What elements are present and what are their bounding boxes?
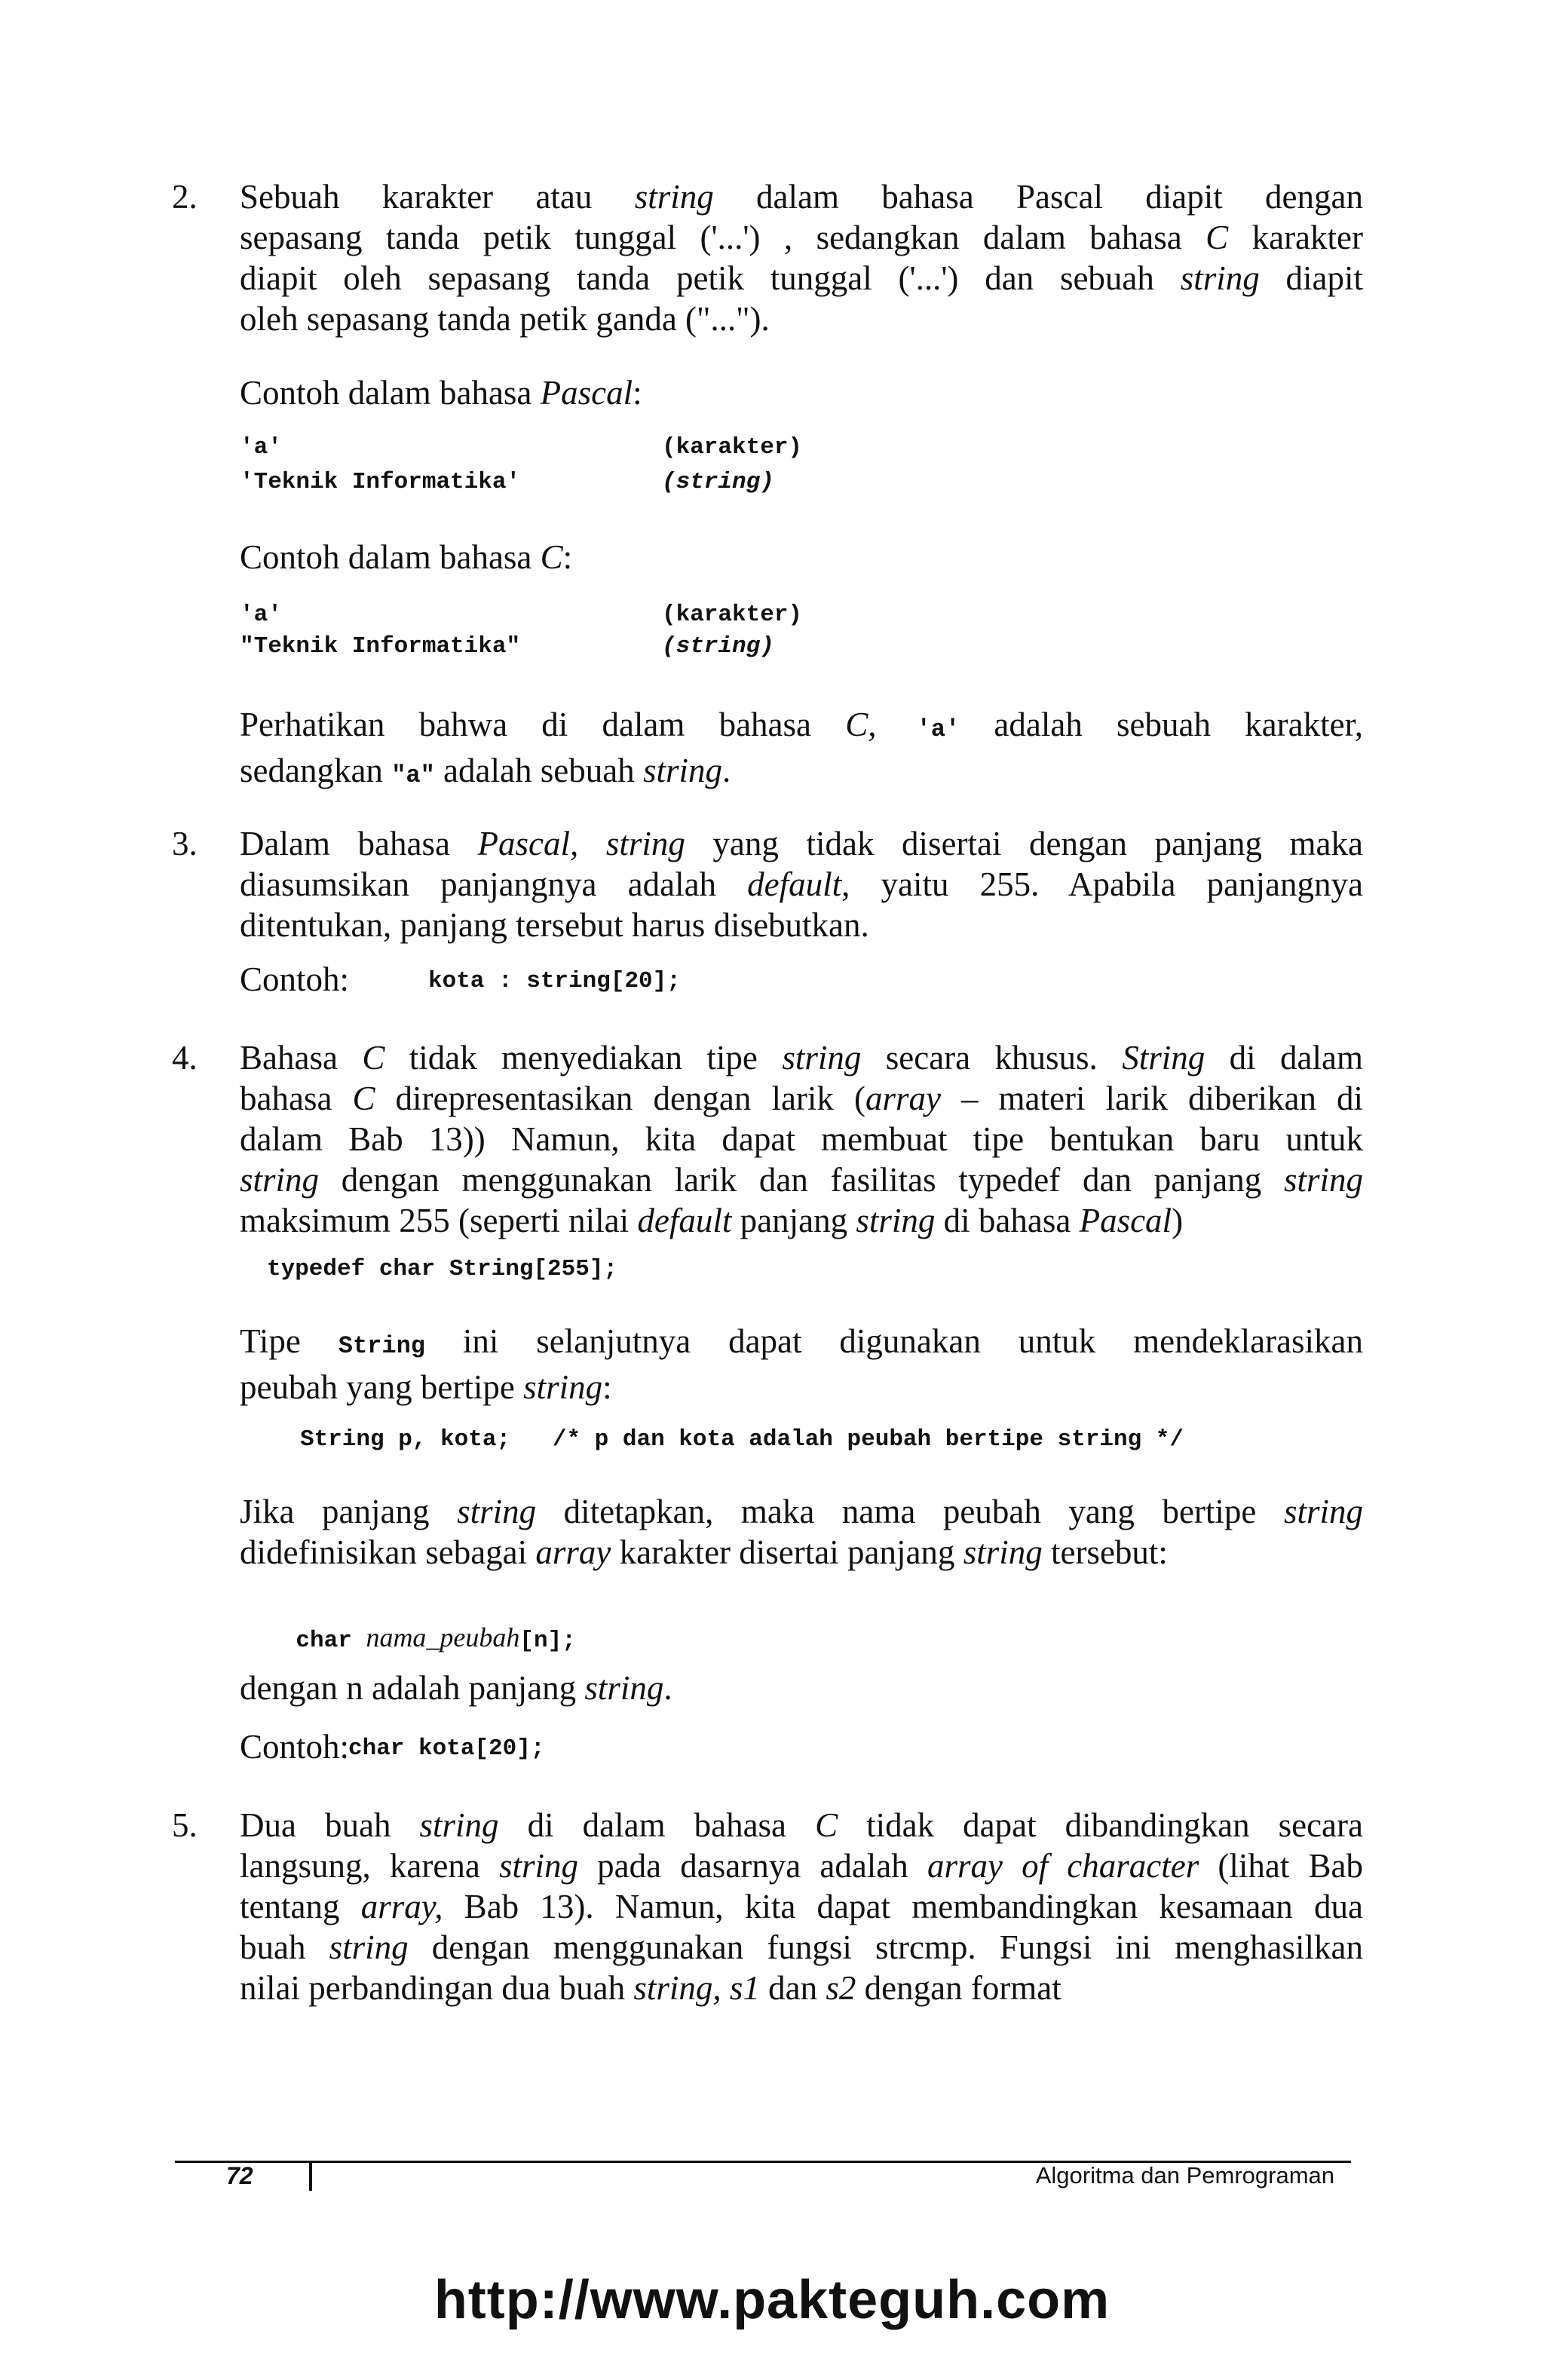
item-paragraph: Dalam bahasa Pascal, string yang tidak disertai dengan panjang maka diasumsikan panjangnya adalah default, yaitu 255. Apabila panjangnya ditentukan, panjang tersebut harus disebutkan. <box>240 825 1364 944</box>
list-item-3 <box>172 823 1363 945</box>
example-heading-pascal: Contoh dalam bahasa Pascal: <box>240 374 642 412</box>
code-char-array: char nama_peubah[n]; <box>296 1622 576 1654</box>
c-string-note: (string) <box>662 633 774 660</box>
tipe-paragraph: Tipe String ini selanjutnya dapat digunakan untuk mendeklarasikan peubah yang bertipe string: <box>240 1322 1363 1406</box>
code-typedef: typedef char String[255]; <box>267 1256 618 1282</box>
pascal-string-example: 'Teknik Informatika' <box>240 469 521 495</box>
example-label: Contoh: <box>240 960 350 998</box>
c-char-note: (karakter) <box>662 602 803 628</box>
c-char-example: 'a' <box>240 602 282 628</box>
list-item-5 <box>172 1805 1363 2008</box>
list-item-2 <box>172 176 1363 339</box>
dengan-line: dengan n adalah panjang string. <box>240 1669 672 1707</box>
code-string-20: kota : string[20]; <box>428 968 681 994</box>
footer-divider <box>309 2161 312 2191</box>
pascal-char-note: (karakter) <box>662 434 803 461</box>
example-heading-c: Contoh dalam bahasa C: <box>240 538 573 576</box>
item-number: 2. <box>172 178 198 216</box>
item-number: 4. <box>172 1039 198 1077</box>
list-item-4 <box>172 1037 1363 1241</box>
item-paragraph: Bahasa C tidak menyediakan tipe string secara khusus. String di dalam bahasa C direpresentasikan dengan larik (array – materi larik diberikan di dalam Bab 13)) Namun, kita dapat membuat tipe bentukan baru untuk string dengan menggunakan larik dan fasilitas typedef dan panjang string maksimum 255 (seperti nilai default panjang string di bahasa Pascal) <box>240 1039 1364 1239</box>
page-number: 72 <box>226 2162 253 2189</box>
code-string-declaration: String p, kota; /* p dan kota adalah peubah bertipe string */ <box>300 1426 1184 1453</box>
book-title: Algoritma dan Pemrograman <box>1035 2162 1334 2189</box>
c-string-example: "Teknik Informatika" <box>240 633 521 660</box>
item-paragraph: Sebuah karakter atau string dalam bahasa Pascal diapit dengan sepasang tanda petik tunggal ('...') , sedangkan dalam bahasa C karakter diapit oleh sepasang tanda petik tunggal ('...') dan sebuah string diapit oleh sepasang tanda petik ganda ("..."). <box>240 178 1363 338</box>
pascal-string-note: (string) <box>662 469 774 495</box>
pascal-char-example: 'a' <box>240 434 282 461</box>
jika-paragraph: Jika panjang string ditetapkan, maka nama peubah yang bertipe string didefinisikan sebagai array karakter disertai panjang string tersebut: <box>240 1493 1363 1571</box>
code-char-kota: char kota[20]; <box>348 1735 545 1762</box>
item-paragraph: Dua buah string di dalam bahasa C tidak dapat dibandingkan secara langsung, karena string pada dasarnya adalah array of character (lihat Bab tentang array, Bab 13). Namun, kita dapat membandingkan kesamaan dua buah string dengan menggunakan fungsi strcmp. Fungsi ini menghasilkan nilai perbandingan dua buah string, s1 dan s2 dengan format <box>240 1806 1363 2007</box>
item-number: 3. <box>172 825 198 862</box>
item-number: 5. <box>172 1806 198 1844</box>
watermark-url: http://www.pakteguh.com <box>433 2270 1111 2330</box>
example-label: Contoh: <box>240 1728 350 1766</box>
note-paragraph: Perhatikan bahwa di dalam bahasa C, 'a' adalah sebuah karakter, sedangkan "a" adalah sebuah string. <box>240 706 1363 789</box>
